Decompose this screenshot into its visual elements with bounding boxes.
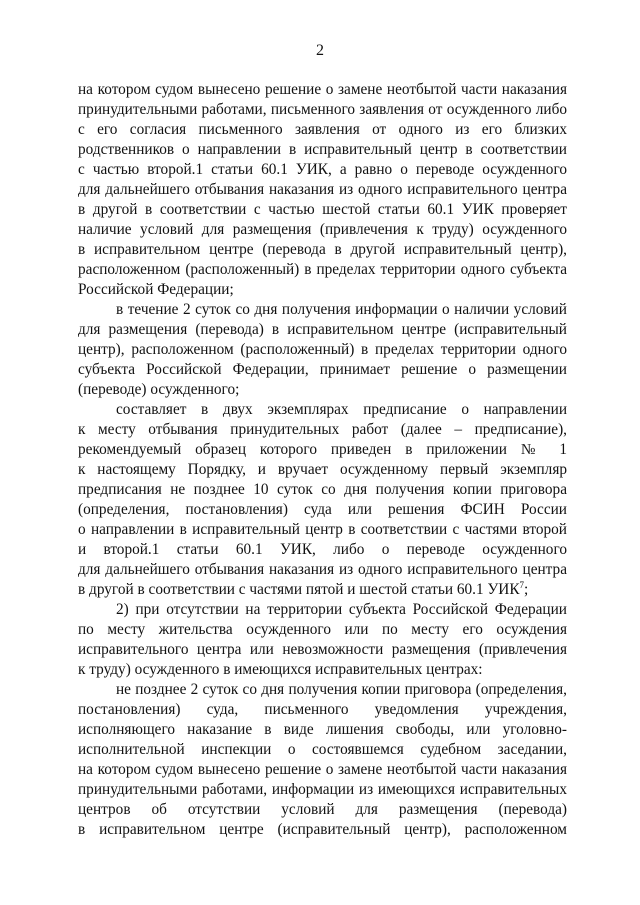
text-line: в течение 2 суток со дня получения информации о наличии условий	[116, 301, 567, 318]
document-body	[78, 80, 567, 840]
text-line: по месту жительства осужденного или по месту его осуждения	[78, 621, 567, 638]
page-number: 2	[316, 42, 324, 59]
text-line: предписания не позднее 10 суток со дня получения копии приговора	[78, 481, 567, 498]
text-line: 2) при отсутствии на территории субъекта Российской Федерации	[116, 601, 567, 618]
paragraph-3	[78, 400, 567, 600]
paragraph-5	[78, 680, 567, 840]
text-line: исправительного центра или невозможности размещения (привлечения	[78, 641, 567, 658]
text-line: принудительными работами, информации из имеющихся исправительных	[78, 781, 567, 798]
text-line: принудительными работами, письменного заявления от осужденного либо	[78, 101, 567, 118]
text-line: для дальнейшего отбывания наказания из одного исправительного центра	[78, 561, 567, 578]
text-line: расположенном (расположенный) в пределах территории одного субъекта	[78, 261, 567, 278]
text-line: исполнительной инспекции о состоявшемся судебном заседании,	[78, 741, 567, 758]
footnote-reference[interactable]: 7	[519, 579, 525, 590]
text-line: Российской Федерации;	[78, 281, 234, 298]
paragraph-4	[78, 600, 567, 680]
text-line: с его согласия письменного заявления от одного из его близких	[78, 121, 567, 138]
text-line: к месту отбывания принудительных работ (далее – предписание),	[78, 421, 567, 438]
text-line: (переводе) осужденного;	[78, 381, 240, 398]
text-line: в исправительном центре (исправительный центр), расположенном	[78, 821, 567, 838]
text-line: на котором судом вынесено решение о замене неотбытой части наказания	[78, 81, 567, 98]
text-line: (определения, постановления) суда или решения ФСИН России	[78, 501, 567, 518]
text-line: к труду) осужденного в имеющихся исправительных центрах:	[78, 661, 483, 678]
text-line: о направлении в исправительный центр в соответствии с частями второй	[78, 521, 567, 538]
text-line: и второй.1 статьи 60.1 УИК, либо о переводе осужденного	[78, 541, 567, 558]
text-line: для размещения (перевода) в исправительном центре (исправительный	[78, 321, 567, 338]
text-line: центров об отсутствии условий для размещения (перевода)	[78, 801, 567, 818]
text-line: с частью второй.1 статьи 60.1 УИК, а равно о переводе осужденного	[78, 161, 567, 178]
text-line: постановления) суда, письменного уведомления учреждения,	[78, 701, 567, 718]
text-line: в другой в соответствии с частями пятой и шестой статьи 60.1 УИК	[78, 581, 520, 598]
text-line: для дальнейшего отбывания наказания из одного исправительного центра	[78, 181, 567, 198]
text-line: наличие условий для размещения (привлечения к труду) осужденного	[78, 221, 567, 238]
text-line-with-footnote	[78, 580, 567, 600]
text-line: рекомендуемый образец которого приведен в приложении № 1	[78, 441, 567, 458]
text-line: составляет в двух экземплярах предписание о направлении	[116, 401, 567, 418]
text-line: центр), расположенном (расположенный) в пределах территории одного	[78, 341, 567, 358]
text-line: в исправительном центре (перевода в другой исправительный центр),	[78, 241, 567, 258]
paragraph-2	[78, 300, 567, 400]
paragraph-1	[78, 80, 567, 300]
text-line: в другой в соответствии с частью шестой статьи 60.1 УИК проверяет	[78, 201, 567, 218]
text-line: к настоящему Порядку, и вручает осужденному первый экземпляр	[78, 461, 567, 478]
text-line: субъекта Российской Федерации, принимает решение о размещении	[78, 361, 567, 378]
text-line: не позднее 2 суток со дня получения копии приговора (определения,	[116, 681, 567, 698]
trailing-punctuation: ;	[524, 581, 529, 598]
text-line: на котором судом вынесено решение о замене неотбытой части наказания	[78, 761, 567, 778]
text-line: исполняющего наказание в виде лишения свободы, или уголовно-	[78, 721, 567, 738]
text-line: родственников о направлении в исправительный центр в соответствии	[78, 141, 567, 158]
